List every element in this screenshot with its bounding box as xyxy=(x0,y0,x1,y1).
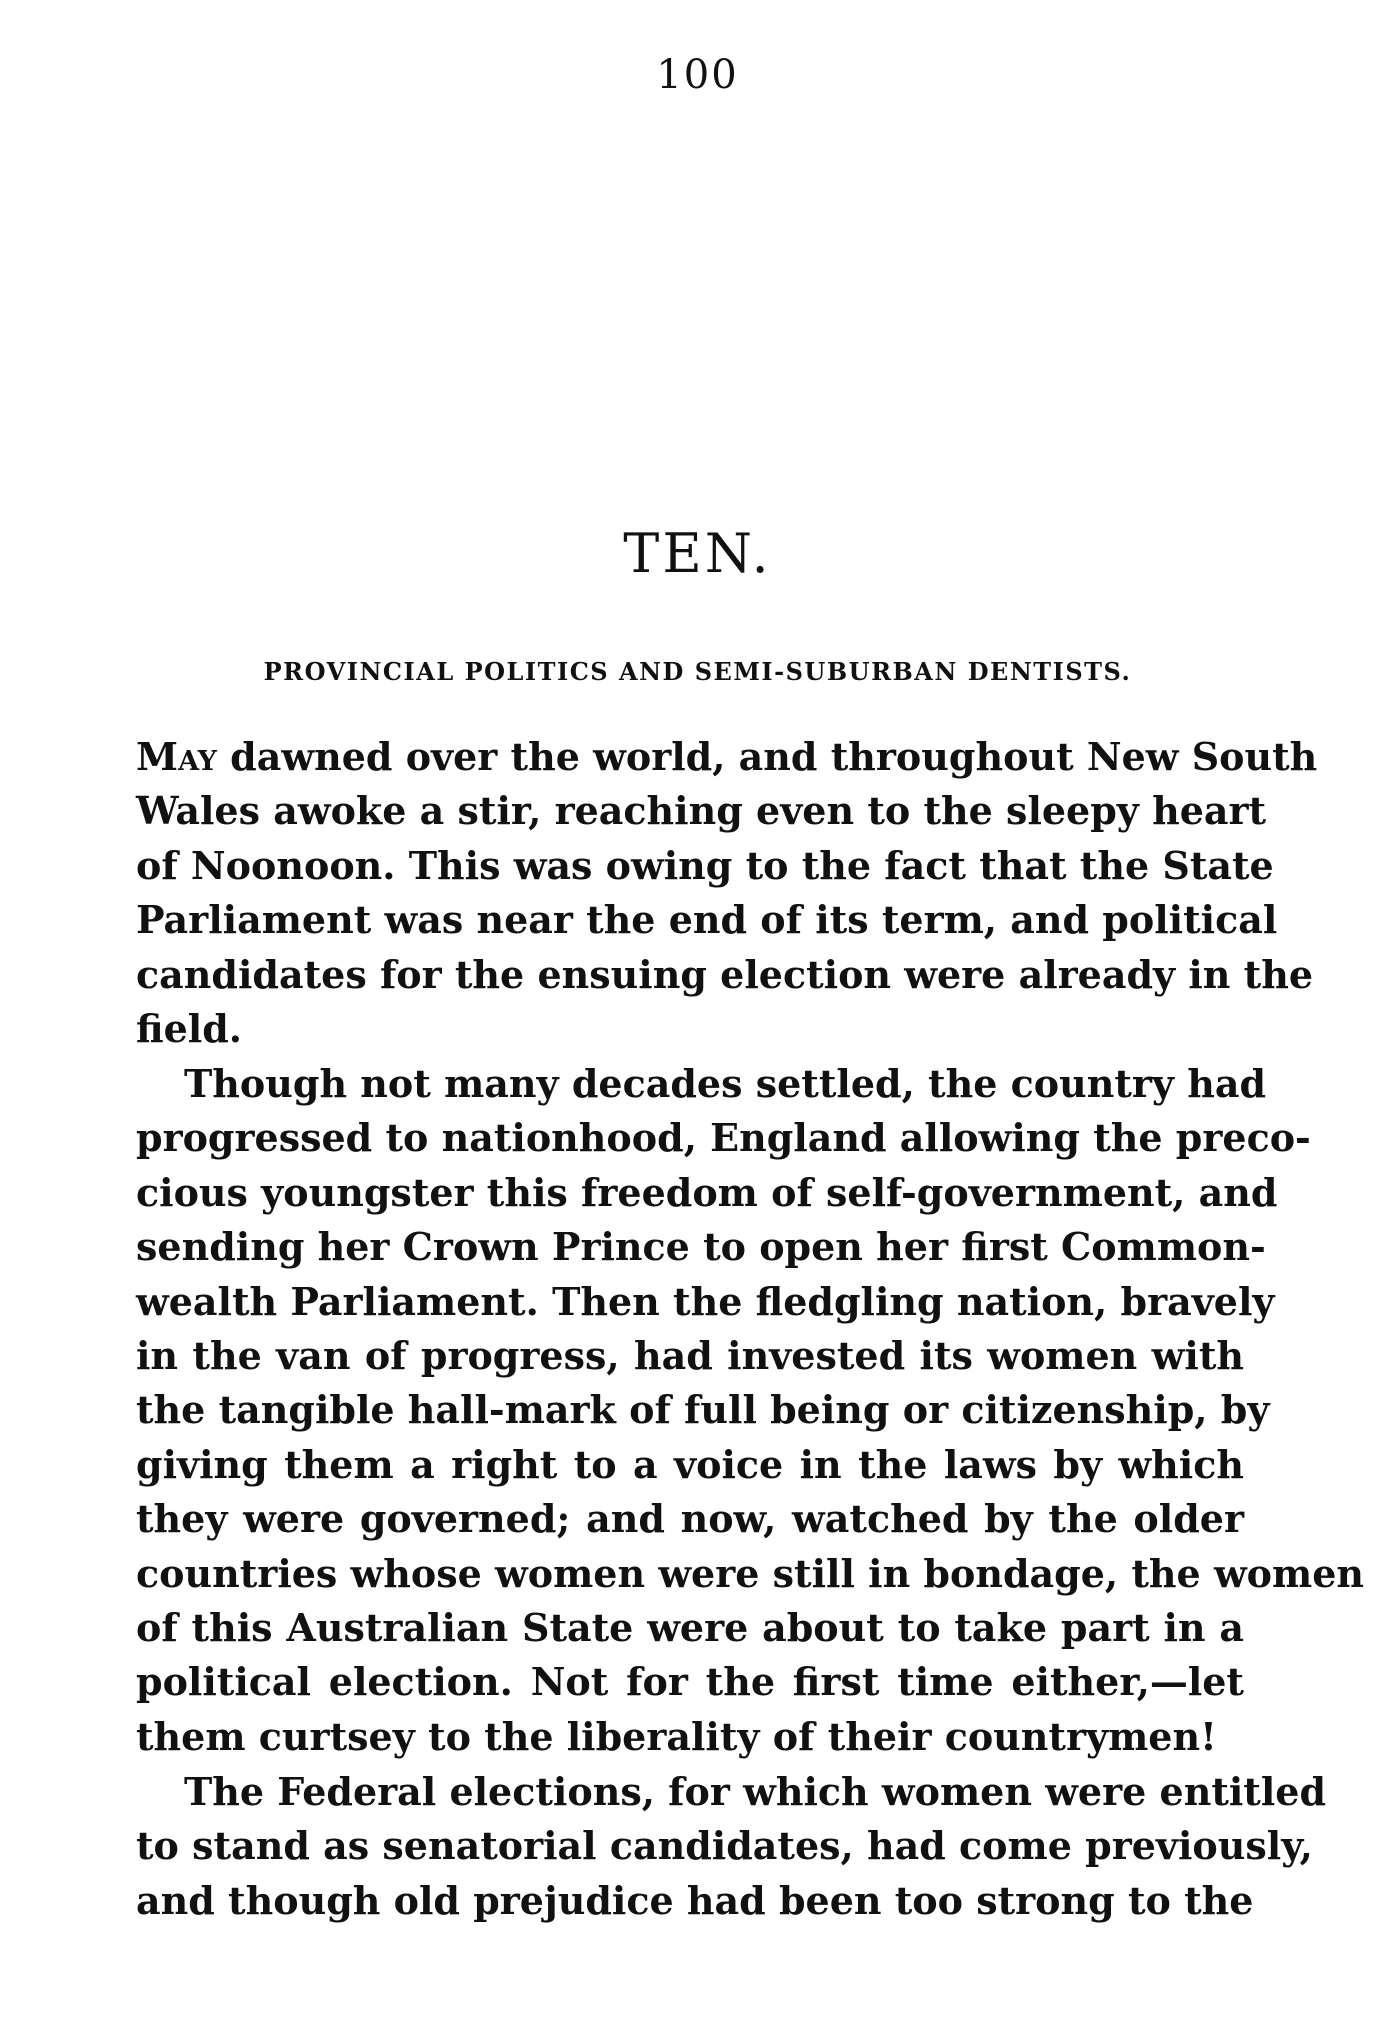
text-line: of this Australian State were about to take part in a xyxy=(136,1604,1244,1650)
text-line: Though not many decades settled, the country had xyxy=(184,1061,1267,1106)
drop-word: May xyxy=(136,734,217,779)
text-line: to stand as senatorial candidates, had come previously, xyxy=(136,1823,1313,1869)
text-line: the tangible hall-mark of full being or citizenship, by xyxy=(136,1387,1270,1433)
text-line: The Federal elections, for which women were entitled xyxy=(184,1769,1327,1814)
paragraph-3 xyxy=(136,1765,1327,1928)
text-line: progressed to nationhood, England allowing the preco- xyxy=(136,1115,1311,1161)
text-line: giving them a right to a voice in the laws by which xyxy=(136,1441,1244,1487)
text-line: Wales awoke a stir, reaching even to the sleepy heart xyxy=(136,788,1267,834)
chapter-subtitle: PROVINCIAL POLITICS AND SEMI-SUBURBAN DENTISTS. xyxy=(263,657,1132,686)
text-line: Parliament was near the end of its term, and political xyxy=(136,897,1278,943)
paragraph-1 xyxy=(136,730,1318,1056)
chapter-title: TEN. xyxy=(623,522,772,585)
text-line: countries whose women were still in bondage, the women xyxy=(136,1550,1365,1596)
text-line: they were governed; and now, watched by the older xyxy=(136,1496,1244,1542)
page-number: 100 xyxy=(656,52,739,98)
paragraph-2 xyxy=(136,1057,1365,1764)
text-line: political election. Not for the first time either,—let xyxy=(136,1659,1244,1705)
text-line: field. xyxy=(136,1005,243,1051)
text-line: May dawned over the world, and throughout New South xyxy=(136,734,1318,779)
text-line: cious youngster this freedom of self-government, and xyxy=(136,1169,1278,1215)
text-line: wealth Parliament. Then the fledgling nation, bravely xyxy=(136,1278,1275,1324)
text-line: in the van of progress, had invested its women with xyxy=(136,1332,1244,1378)
text-line: sending her Crown Prince to open her first Common- xyxy=(136,1224,1266,1270)
text-line: and though old prejudice had been too strong to the xyxy=(136,1877,1254,1923)
text-line: of Noonoon. This was owing to the fact that the State xyxy=(136,842,1274,888)
text-line: them curtsey to the liberality of their countrymen! xyxy=(136,1713,1217,1759)
text-line: candidates for the ensuing election were already in the xyxy=(136,951,1313,997)
